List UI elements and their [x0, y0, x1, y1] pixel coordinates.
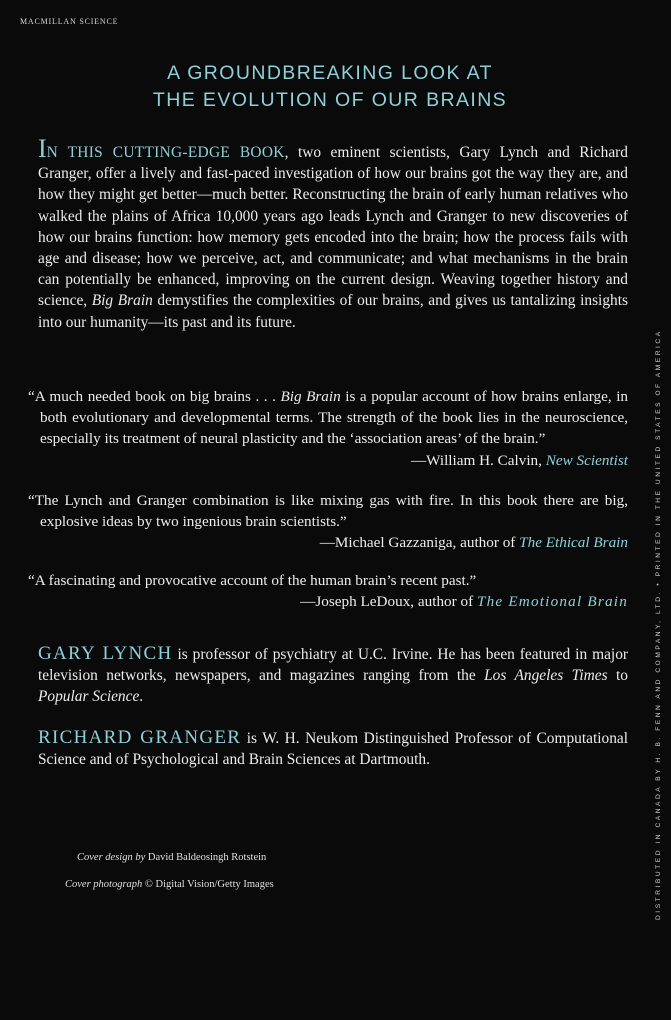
cover-design-credit — [77, 852, 671, 863]
bio-text: is professor of psychiatry at U.C. Irvine. He has been featured in major television networks, newspapers, and magazines ranging from the — [38, 646, 629, 685]
credit-name: David Baldeosingh Rotstein — [147, 852, 267, 863]
review-quote-ledoux — [28, 570, 628, 612]
quote-body: “The Lynch and Granger combination is like mixing gas with fire. In this book there are big, explosive ideas by two ingenious brain scientists.” — [28, 492, 628, 531]
bio-text: to — [607, 667, 628, 685]
intro-book-title: Big Brain — [91, 292, 153, 310]
headline-line-1: A GROUNDBREAKING LOOK AT — [167, 62, 493, 84]
author-name: RICHARD GRANGER — [38, 727, 242, 748]
publisher-imprint: MACMILLAN SCIENCE — [20, 17, 119, 26]
drop-cap: I — [38, 134, 47, 163]
review-quote-calvin — [28, 386, 628, 471]
intro-paragraph — [38, 134, 628, 333]
attribution-text: —Michael Gazzaniga, author of — [319, 534, 520, 552]
attribution-source: The Emotional Brain — [476, 593, 628, 611]
credit-label: Cover photograph — [65, 879, 143, 890]
bio-text: is W. H. Neukom Distinguished Professor of Computational Science and of Psychological and Brain Sciences at Dartmouth. — [38, 730, 628, 769]
quote-attribution — [28, 450, 628, 471]
quote-text: is a popular account of how brains enlarge, in both evolutionary and developmental terms. The strength of the book lies in the neuroscience, especially its treatment of neural plasticity and the ‘association areas’ of the brain.” — [40, 388, 629, 448]
credit-name: © Digital Vision/Getty Images — [144, 879, 274, 890]
quote-body: “A fascinating and provocative account of the human brain’s recent past.” — [28, 572, 477, 589]
headline — [0, 60, 660, 114]
attribution-text: —William H. Calvin, — [410, 451, 546, 469]
author-bio-lynch — [38, 643, 628, 708]
cover-photo-credit — [65, 879, 671, 890]
review-quote-gazzaniga — [28, 490, 628, 554]
attribution-text: —Joseph LeDoux, author of — [300, 593, 477, 611]
quote-body — [28, 386, 628, 450]
intro-text-1: , two eminent scientists, Gary Lynch and Richard Granger, offer a lively and fast-paced investigation of how our brains got the way they are, and how they might get better—much better. Reconstructing the brain of early human relatives who walked the plains of Africa 10,000 years ago leads Lynch and Granger to new discoveries of how our brains function: how memory gets encoded into the brain; how the process fails with age and disease; how we perceive, act, and communicate; and what mechanisms in the brain can potentially be enhanced, improving on the current design. Weaving together history and science, — [38, 144, 628, 310]
quote-attribution — [28, 532, 628, 553]
bio-publication: Popular Science — [38, 688, 140, 706]
headline-line-2: THE EVOLUTION OF OUR BRAINS — [152, 89, 508, 111]
bio-publication: Los Angeles Times — [484, 667, 608, 685]
author-name: GARY LYNCH — [38, 643, 173, 664]
credit-label: Cover design by — [77, 852, 146, 863]
distribution-notice: DISTRIBUTED IN CANADA BY H. B. FENN AND COMPANY, LTD. • PRINTED IN THE UNITED STATES OF AMERICA — [655, 329, 662, 920]
quote-attribution — [28, 591, 628, 612]
intro-text-2: demystifies the complexities of our brains, and gives us tantalizing insights into our humanity—its past and its future. — [38, 292, 628, 331]
quote-book-title: Big Brain — [280, 388, 341, 405]
quote-text: “A much needed book on big brains . . . — [28, 388, 281, 405]
bio-text: . — [139, 688, 144, 706]
intro-lead: N THIS CUTTING-EDGE BOOK — [46, 144, 285, 161]
author-bio-granger — [38, 727, 628, 770]
attribution-source: New Scientist — [545, 451, 628, 469]
attribution-source: The Ethical Brain — [519, 534, 628, 552]
